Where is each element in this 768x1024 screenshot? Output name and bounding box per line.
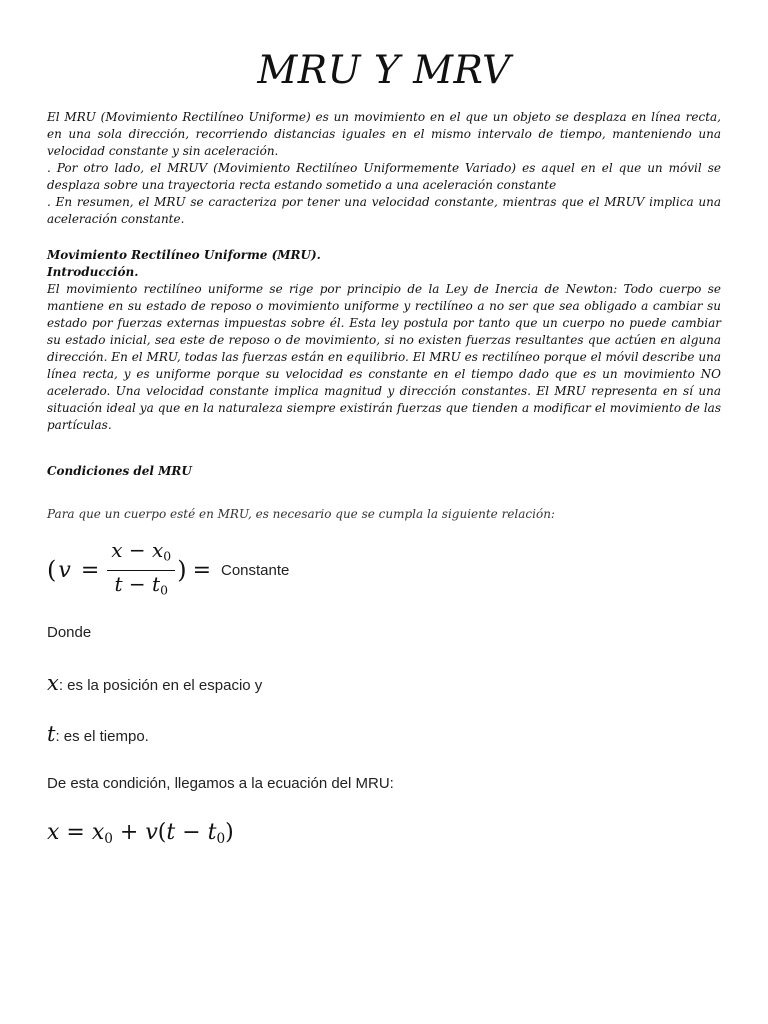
definition-x-symbol: x [47,671,59,695]
donde-label: Donde [47,624,92,641]
equation-equals-constant: = [192,557,211,583]
fraction-bar [107,570,175,571]
intro-block [47,109,721,228]
mru-section [47,247,721,434]
definition-x-text: : es la posición en el espacio y [58,677,263,694]
section-body: El movimiento rectilíneo uniforme se rige por principio de la Ley de Inercia de Newton: Todo cuerpo se mantiene en su estado de reposo o movimiento uniforme y rectilíneo a no ser que sea obligado a cambiar su estado por fuerzas externas impuestas sobre él. Esta ley postula por tanto que un cuerpo no puede cambiar su estado inicial, sea este de reposo o de movimiento, si no existen fuerzas resultantes que actúen en alguna dirección. En el MRU, todas las fuerzas están en equilibrio. El MRU es rectilíneo porque el móvil describe una línea recta, y es uniforme porque su velocidad es constante en el tiempo dado que es un movimiento NO acelerado. Una velocidad constante implica magnitud y dirección constantes. El MRU representa en sí una situación ideal ya que en la naturaleza siempre existirán fuerzas que tienden a modificar el movimiento de las partículas. [47,282,721,432]
conditions-intro: Para que un cuerpo esté en MRU, es necesario que se cumpla la siguiente relación: [47,507,555,521]
page-title: MRU Y MRV [257,48,511,93]
definition-t [47,722,149,746]
equation-constant-label: Constante [221,561,290,579]
velocity-equation [47,537,290,600]
intro-paragraph-mru: El MRU (Movimiento Rectilíneo Uniforme) es un movimiento en el que un objeto se desplaza en línea recta, en una sola dirección, recorriendo distancias iguales en el mismo intervalo de tiempo, manteniendo una velocidad constante y sin aceleración. [47,110,721,158]
definition-t-text: : es el tiempo. [55,728,149,745]
section-heading: Movimiento Rectilíneo Uniforme (MRU). [47,248,321,262]
fraction-numerator: $x - x_0$ [111,537,172,564]
mru-equation: $x = x_0 + v(t - t_0)$ [47,820,234,848]
fraction-denominator: $t - t_0$ [114,571,168,598]
intro-paragraph-mruv: . Por otro lado, el MRUV (Movimiento Rectilíneo Uniformemente Variado) es aquel en el que un móvil se desplaza sobre una trayectoria recta estando sometido a una aceleración constante [47,161,721,192]
section-subheading: Introducción. [47,265,139,279]
equation-fraction [107,538,175,602]
intro-paragraph-summary: . En resumen, el MRU se caracteriza por tener una velocidad constante, mientras que el MRUV implica una aceleración constante. [47,195,721,226]
definition-t-symbol: t [47,722,56,746]
conclusion-text: De esta condición, llegamos a la ecuación del MRU: [47,775,394,792]
conditions-heading: Condiciones del MRU [47,464,192,478]
equation-close-paren: ) [177,556,187,584]
equation-equals: = [80,557,100,583]
equation-velocity-symbol: v [58,557,71,583]
definition-x [47,671,262,695]
equation-open-paren: ( [47,556,57,584]
